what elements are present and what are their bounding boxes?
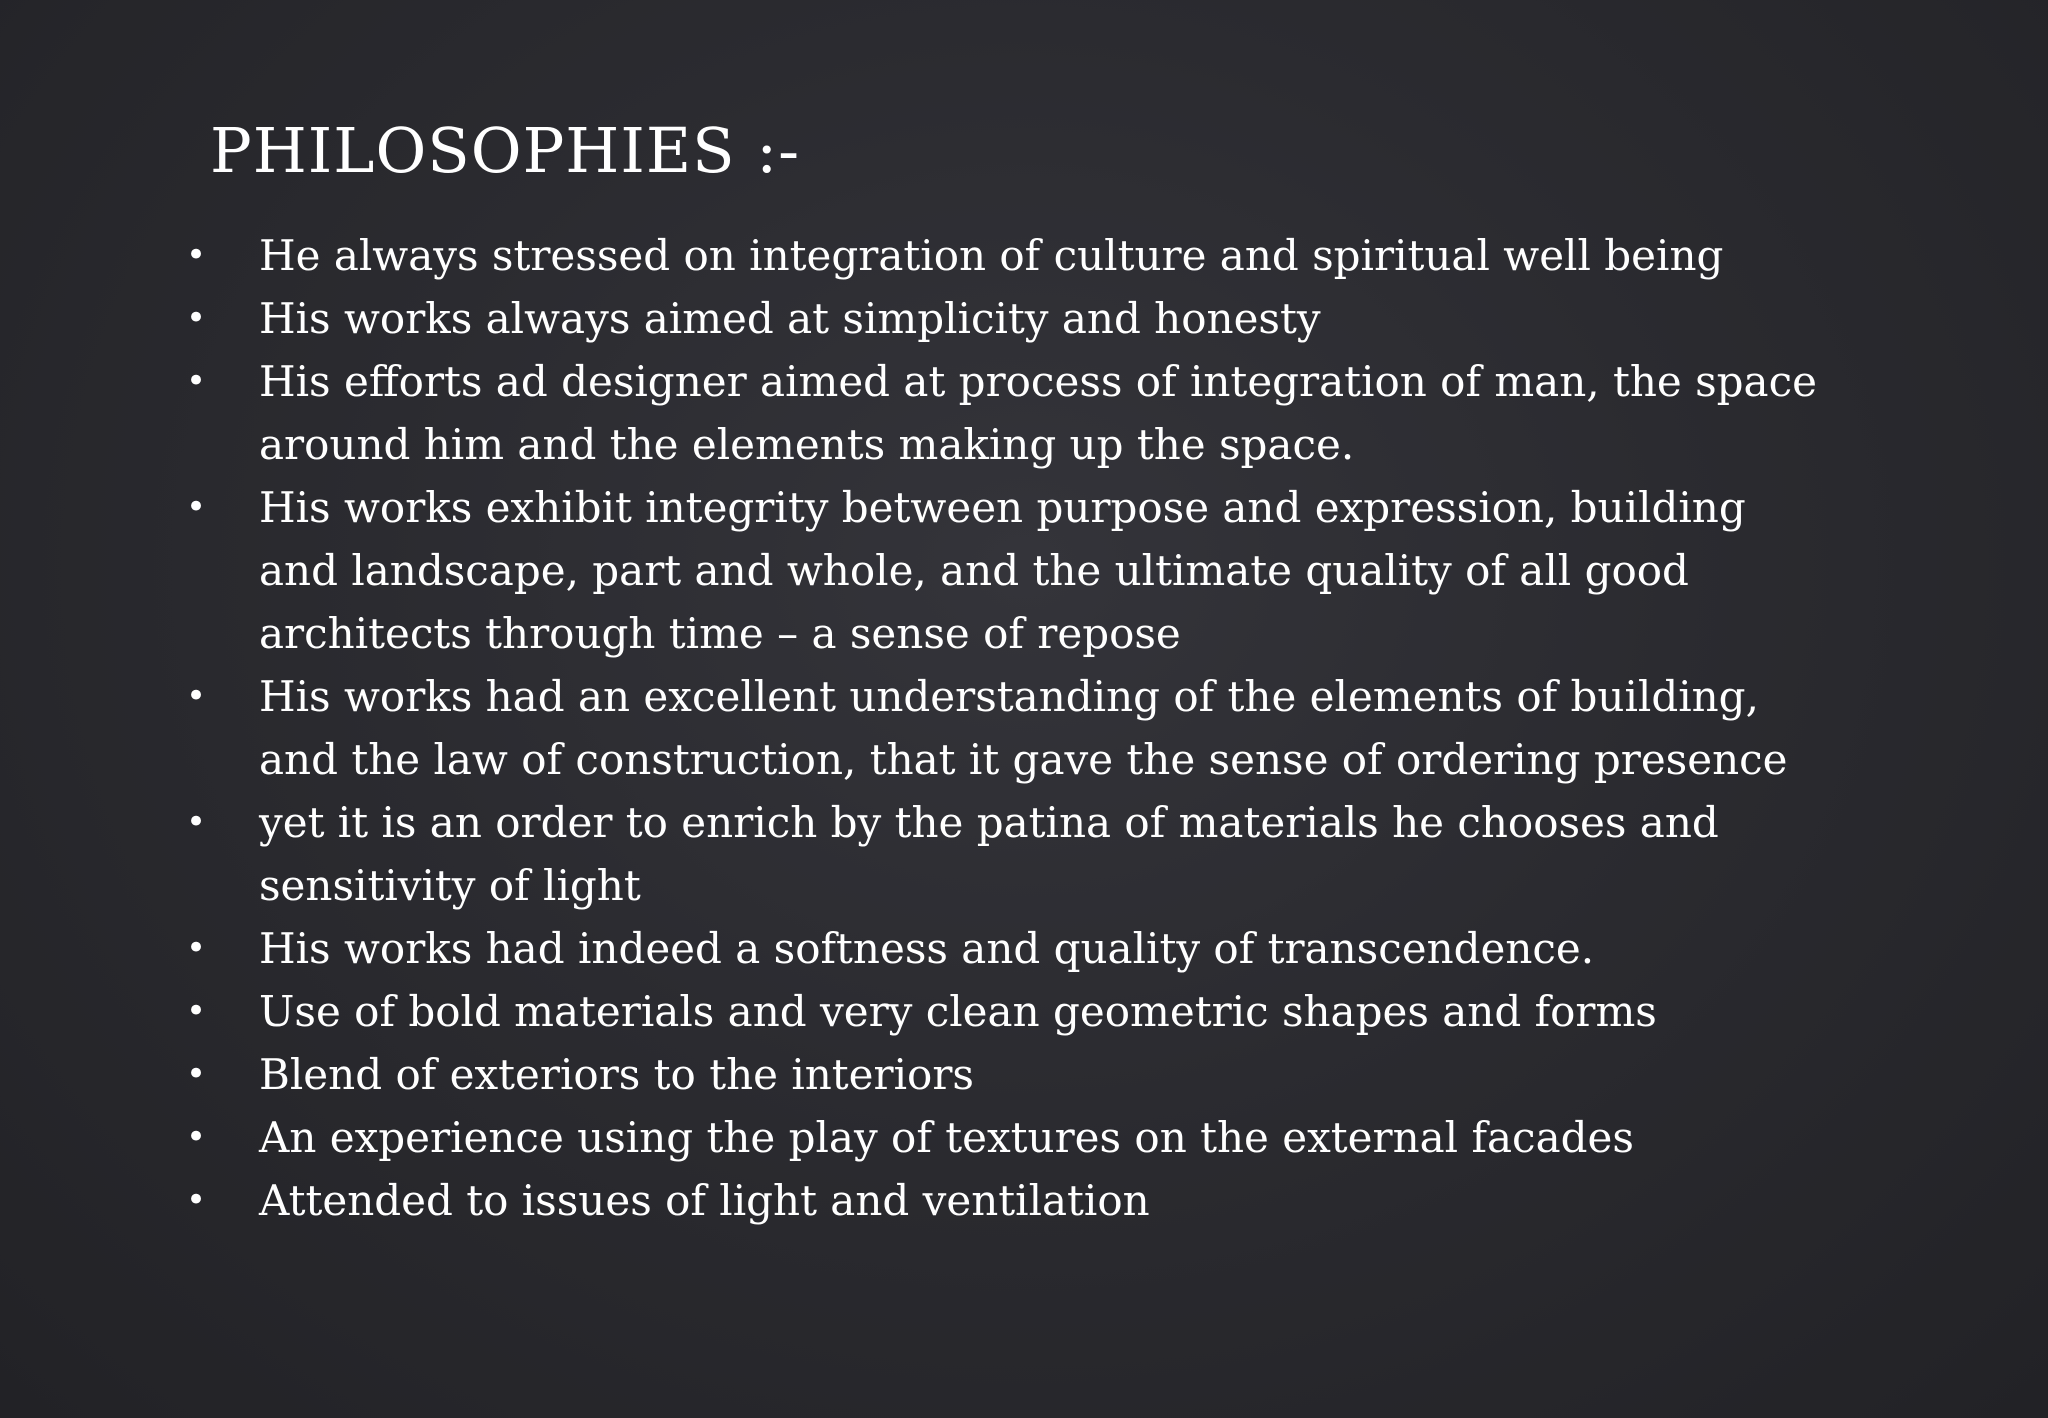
bullet-icon: • (186, 361, 207, 401)
list-item (180, 350, 1830, 476)
bullet-icon: • (186, 1054, 207, 1094)
bullet-icon: • (186, 1117, 207, 1157)
bullet-icon: • (186, 1180, 207, 1220)
list-item (180, 287, 1830, 350)
bullet-icon: • (186, 991, 207, 1031)
bullet-icon: • (186, 928, 207, 968)
bullet-list (180, 224, 1830, 1232)
list-item-text: Attended to issues of light and ventilation (259, 1176, 1150, 1225)
list-item (180, 1169, 1830, 1232)
list-item (180, 665, 1830, 791)
list-item (180, 224, 1830, 287)
list-item (180, 1106, 1830, 1169)
list-item-text: His efforts ad designer aimed at process of integration of man, the space around him and the elements making up the space. (259, 357, 1817, 469)
bullet-icon: • (186, 235, 207, 275)
list-item-text: Use of bold materials and very clean geometric shapes and forms (259, 987, 1657, 1036)
list-item-text: His works had indeed a softness and quality of transcendence. (259, 924, 1595, 973)
slide-title: PHILOSOPHIES :- (210, 114, 801, 187)
bullet-icon: • (186, 298, 207, 338)
list-item-text: An experience using the play of textures on the external facades (259, 1113, 1634, 1162)
list-item (180, 1043, 1830, 1106)
bullet-icon: • (186, 676, 207, 716)
list-item-text: Blend of exteriors to the interiors (259, 1050, 974, 1099)
bullet-icon: • (186, 487, 207, 527)
list-item-text: His works had an excellent understanding of the elements of building, and the law of construction, that it gave the sense of ordering presence (259, 672, 1788, 784)
list-item (180, 791, 1830, 917)
list-item-text: yet it is an order to enrich by the patina of materials he chooses and sensitivity of light (259, 798, 1719, 910)
list-item-text: His works exhibit integrity between purpose and expression, building and landscape, part and whole, and the ultimate quality of all good architects through time – a sense of repose (259, 483, 1746, 658)
list-item-text: His works always aimed at simplicity and honesty (259, 294, 1321, 343)
list-item (180, 917, 1830, 980)
list-item-text: He always stressed on integration of culture and spiritual well being (259, 231, 1724, 280)
bullet-icon: • (186, 802, 207, 842)
list-item (180, 476, 1830, 665)
list-item (180, 980, 1830, 1043)
